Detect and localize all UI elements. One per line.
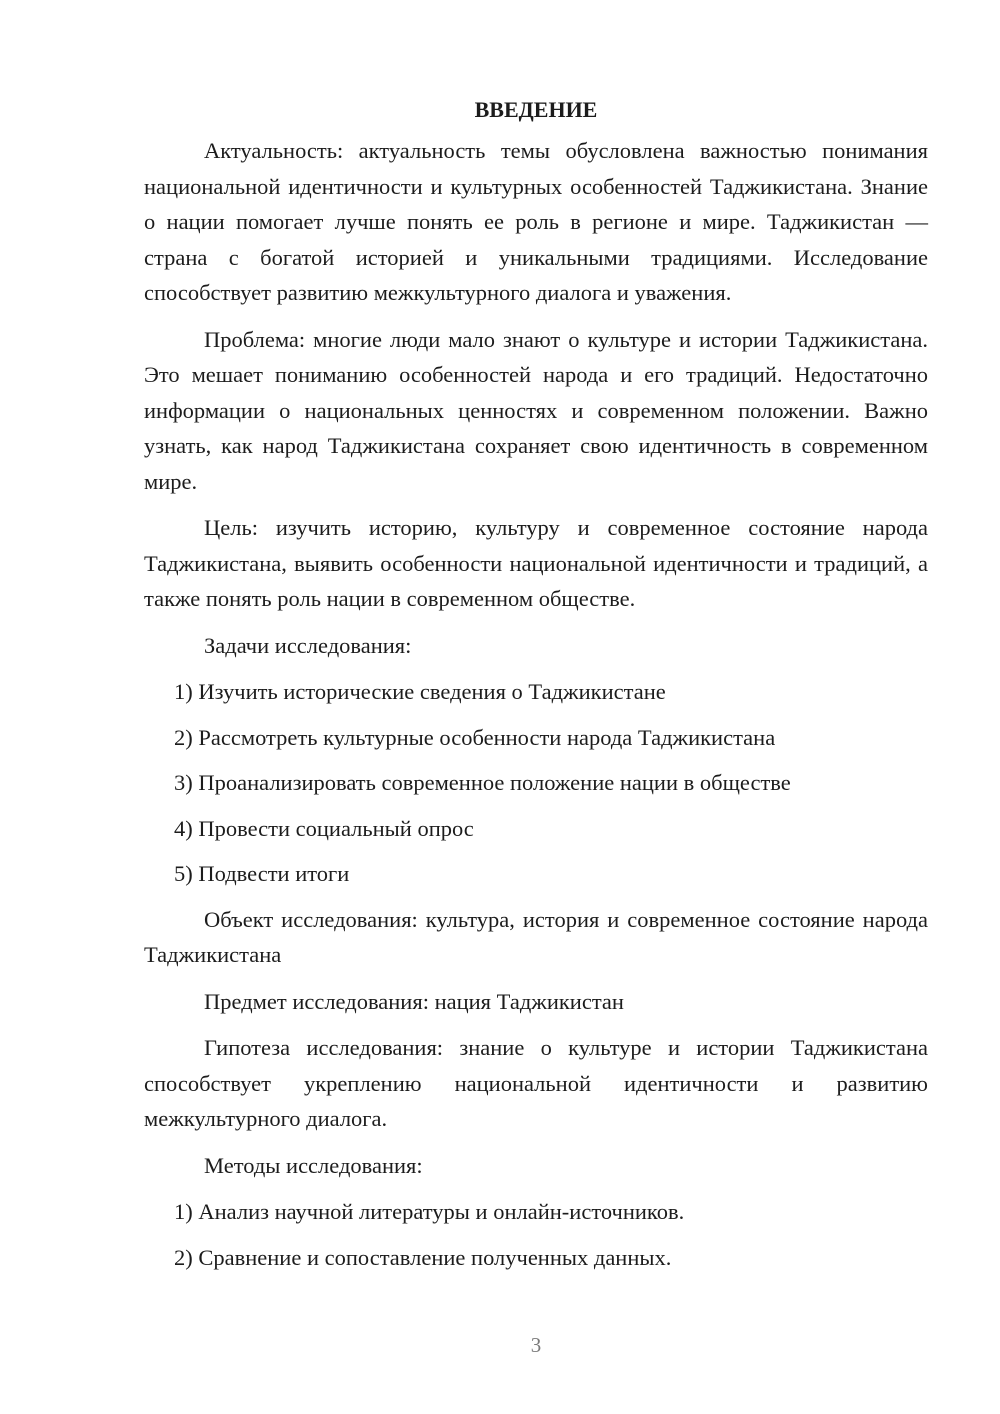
goal-paragraph: Цель: изучить историю, культуру и современное состояние народа Таджикистана, выявить особенности национальной идентичности и традиций, а также понять роль нации в современном обществе. (144, 515, 928, 611)
hypothesis-paragraph: Гипотеза исследования: знание о культуре и истории Таджикистана способствует укреплению национальной идентичности и развитию межкультурного диалога. (144, 1035, 928, 1131)
object-paragraph: Объект исследования: культура, история и современное состояние народа Таджикистана (144, 906, 928, 967)
task-item: 2) Рассмотреть культурные особенности народа Таджикистана (174, 724, 776, 750)
methods-heading: Методы исследования: (204, 1152, 423, 1178)
task-item: 3) Проанализировать современное положение нации в обществе (174, 770, 791, 795)
tasks-heading: Задачи исследования: (204, 632, 412, 658)
problem-paragraph: Проблема: многие люди мало знают о культуре и истории Таджикистана. Это мешает пониманию особенностей народа и его традиций. Недостаточно информации о национальных ценностях и современном положении. Важно узнать, как народ Таджикистана сохраняет свою идентичность в современном мире. (144, 326, 928, 494)
document-page (144, 92, 928, 1285)
method-item: 2) Сравнение и сопоставление полученных данных. (174, 1244, 672, 1270)
page-title: ВВЕДЕНИЕ (474, 97, 598, 122)
relevance-paragraph: Актуальность: актуальность темы обусловлена важностью понимания национальной идентичности и культурных особенностей Таджикистана. Знание о нации помогает лучше понять ее роль в регионе и мире. Таджикистан — страна с богатой историей и уникальными традициями. Исследование способствует развитию межкультурного диалога и уважения. (144, 138, 928, 305)
page-number: 3 (530, 1333, 542, 1357)
task-item: 4) Провести социальный опрос (174, 815, 474, 841)
task-item: 5) Подвести итоги (174, 861, 350, 886)
task-item: 1) Изучить исторические сведения о Таджикистане (174, 679, 666, 704)
subject-paragraph: Предмет исследования: нация Таджикистан (204, 988, 624, 1014)
method-item: 1) Анализ научной литературы и онлайн-источников. (174, 1199, 685, 1224)
